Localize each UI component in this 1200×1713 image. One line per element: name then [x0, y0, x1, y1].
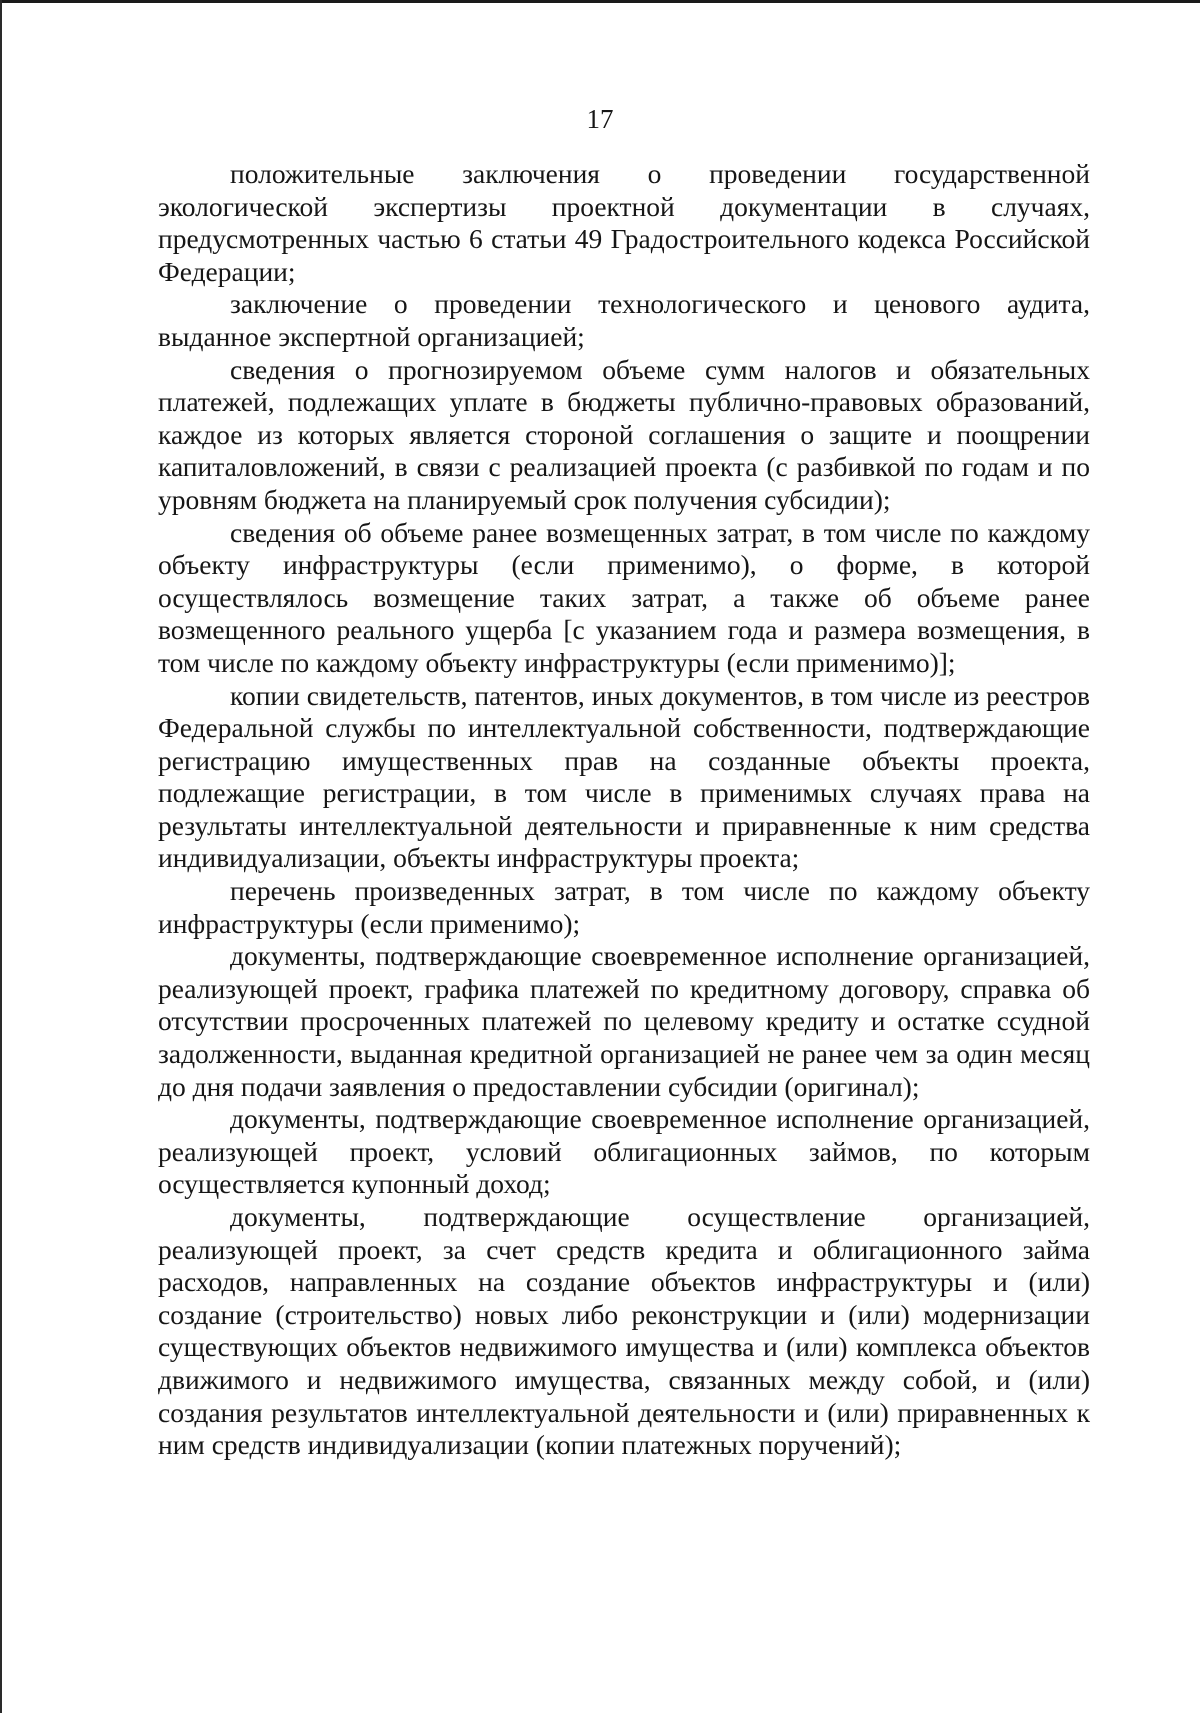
paragraph-certificates-patents: копии свидетельств, патентов, иных документов, в том числе из реестров Федеральной службы по интеллектуальной собственности, подтверждающие регистрацию имущественных прав на созданные объекты проекта, подлежащие регистрации, в том числе в применимых случаях права на результаты интеллектуальной деятельности и приравненные к ним средства индивидуализации, объекты инфраструктуры проекта;: [158, 679, 1090, 874]
paragraph-tax-forecast: сведения о прогнозируемом объеме сумм налогов и обязательных платежей, подлежащих уплате в бюджеты публично-правовых образований, каждое из которых является стороной соглашения о защите и поощрении капиталовложений, в связи с реализацией проекта (с разбивкой по годам и по уровням бюджета на планируемый срок получения субсидии);: [158, 353, 1090, 515]
paragraph-expense-documents: документы, подтверждающие осуществление организацией, реализующей проект, за счет средств кредита и облигационного займа расходов, направленных на создание объектов инфраструктуры и (или) создание (строительство) новых либо реконструкции и (или) модернизации существующих объектов недвижимого имущества и (или) комплекса объектов движимого и недвижимого имущества, связанных между собой, и (или) создания результатов интеллектуальной деятельности и (или) приравненных к ним средств индивидуализации (копии платежных поручений);: [158, 1201, 1090, 1461]
scan-border-left: [0, 0, 2, 1713]
paragraph-reimbursed-costs: сведения об объеме ранее возмещенных затрат, в том числе по каждому объекту инфраструктуры (если применимо), о форме, в которой осуществлялось возмещение таких затрат, а также об объеме ранее возмещенного реального ущерба [с указанием года и размера возмещения, в том числе по каждому объекту инфраструктуры (если применимо)];: [158, 516, 1090, 678]
paragraph-credit-payments: документы, подтверждающие своевременное исполнение организацией, реализующей проект, графика платежей по кредитному договору, справка об отсутствии просроченных платежей по целевому кредиту и остатке ссудной задолженности, выданная кредитной организацией не ранее чем за один месяц до дня подачи заявления о предоставлении субсидии (оригинал);: [158, 940, 1090, 1102]
scan-border-top: [0, 0, 1200, 3]
paragraph-environmental-expertise: положительные заключения о проведении государственной экологической экспертизы проектной документации в случаях, предусмотренных частью 6 статьи 49 Градостроительного кодекса Российской Федерации;: [158, 158, 1090, 287]
document-body: [158, 158, 1090, 1462]
paragraph-costs-list: перечень произведенных затрат, в том числе по каждому объекту инфраструктуры (если применимо);: [158, 875, 1090, 939]
page-number: 17: [586, 104, 614, 134]
paragraph-technological-audit: заключение о проведении технологического и ценового аудита, выданное экспертной организацией;: [158, 288, 1090, 352]
paragraph-bond-loans: документы, подтверждающие своевременное исполнение организацией, реализующей проект, условий облигационных займов, по которым осуществляется купонный доход;: [158, 1103, 1090, 1200]
